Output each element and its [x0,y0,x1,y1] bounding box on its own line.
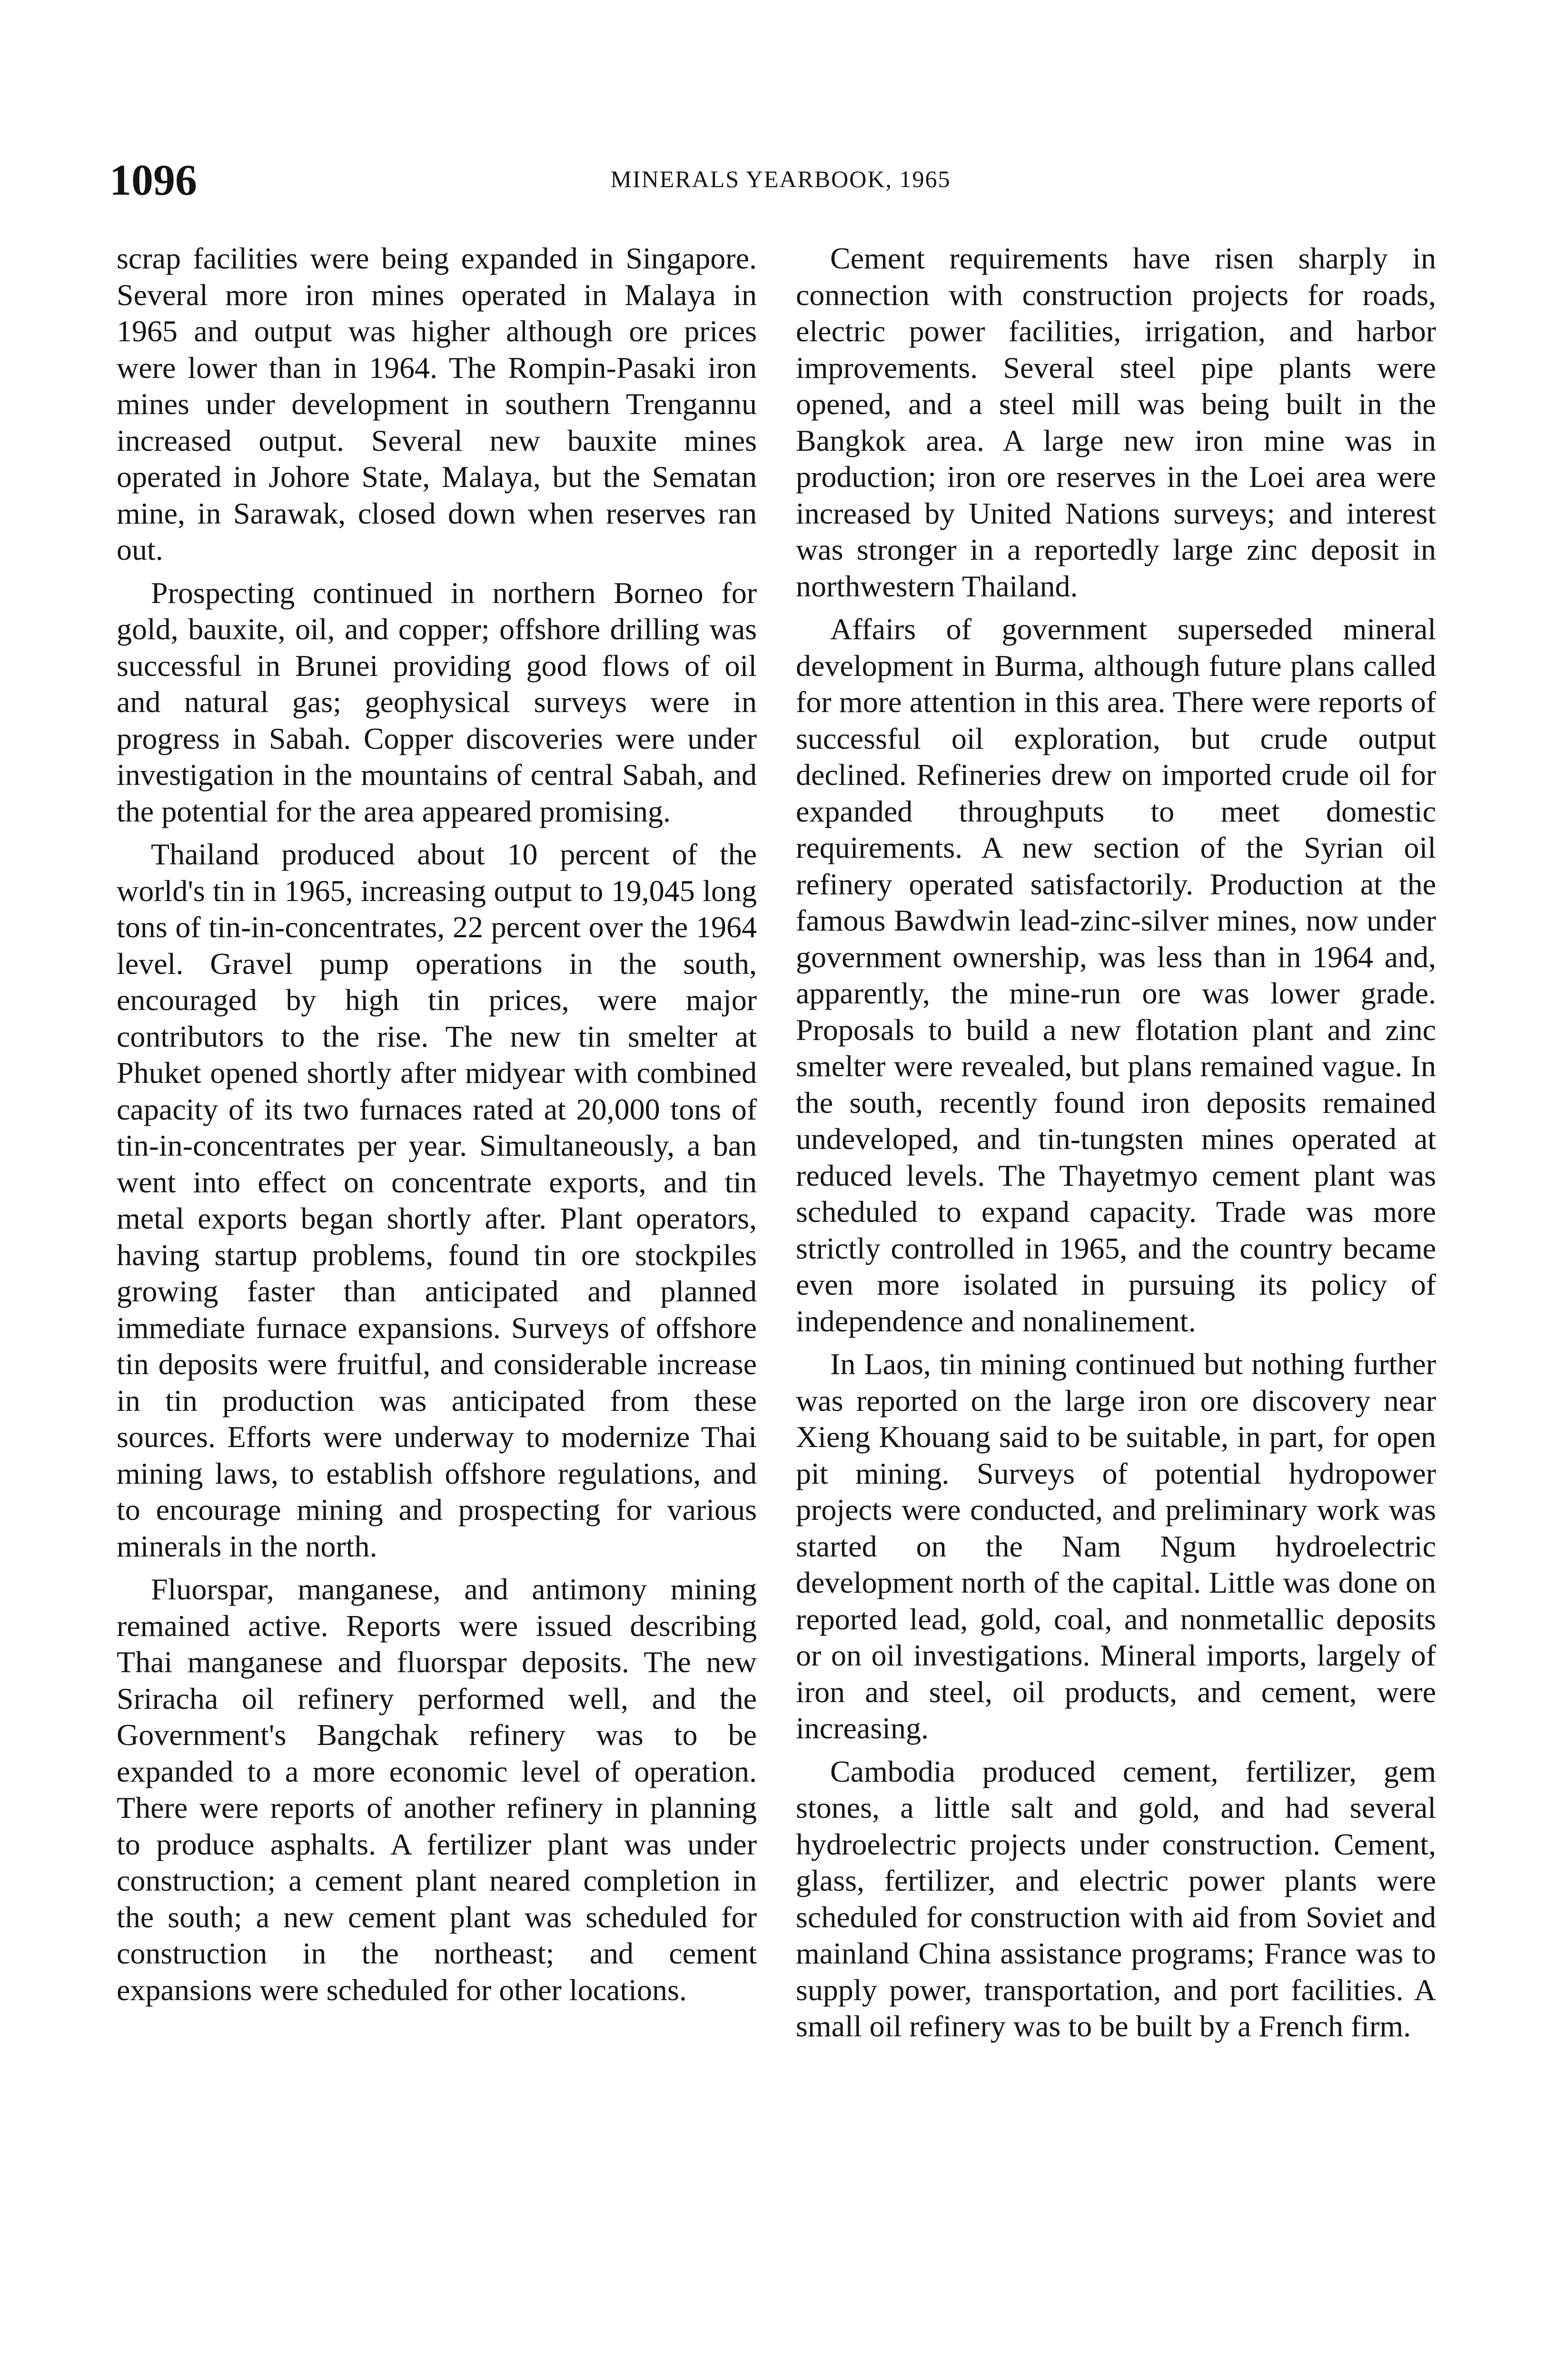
paragraph: In Laos, tin mining continued but nothing further was reported on the large iron ore discovery near Xieng Khouang said to be suitable, in part, for open pit mining. Surveys of potential hydropower projects were conducted, and preliminary work was started on the Nam Ngum hydroelectric development north of the capital. Little was done on reported lead, gold, coal, and nonmetallic deposits or on oil investigations. Mineral imports, largely of iron and steel, oil products, and cement, were increasing. [796,1347,1436,1745]
page-number: 1096 [109,156,197,204]
paragraph: scrap facilities were being expanded in Singapore. Several more iron mines operated in Malaya in 1965 and output was higher although ore prices were lower than in 1964. The Rompin-Pasaki iron mines under development in southern Trengannu increased output. Several new bauxite mines operated in Johore State, Malaya, but the Sematan mine, in Sarawak, closed down when reserves ran out. [117,241,757,566]
right-column [796,240,1436,2052]
paragraph: Thailand produced about 10 percent of the world's tin in 1965, increasing output to 19,045 long tons of tin-in-concentrates, 22 percent over the 1964 level. Gravel pump operations in the south, encouraged by high tin prices, were major contributors to the rise. The new tin smelter at Phuket opened shortly after midyear with combined capacity of its two furnaces rated at 20,000 tons of tin-in-concentrates per year. Simultaneously, a ban went into effect on concentrate exports, and tin metal exports began shortly after. Plant operators, having startup problems, found tin ore stockpiles growing faster than anticipated and planned immediate furnace expansions. Surveys of offshore tin deposits were fruitful, and considerable increase in tin production was anticipated from these sources. Efforts were underway to modernize Thai mining laws, to establish offshore regulations, and to encourage mining and prospecting for various minerals in the north. [117,837,757,1563]
paragraph: Cement requirements have risen sharply in connection with construction projects for roads, electric power facilities, irrigation, and harbor improvements. Several steel pipe plants were opened, and a steel mill was being built in the Bangkok area. A large new iron mine was in production; iron ore reserves in the Loei area were increased by United Nations surveys; and interest was stronger in a reportedly large zinc deposit in northwestern Thailand. [796,241,1436,603]
paragraph: Affairs of government superseded mineral development in Burma, although future plans called for more attention in this area. There were reports of successful oil exploration, but crude output declined. Refineries drew on imported crude oil for expanded throughputs to meet domestic requirements. A new section of the Syrian oil refinery operated satisfactorily. Production at the famous Bawdwin lead-zinc-silver mines, now under government ownership, was less than in 1964 and, apparently, the mine-run ore was lower grade. Proposals to build a new flotation plant and zinc smelter were revealed, but plans remained vague. In the south, recently found iron deposits remained undeveloped, and tin-tungsten mines operated at reduced levels. The Thayetmyo cement plant was scheduled to expand capacity. Trade was more strictly controlled in 1965, and the country became even more isolated in pursuing its policy of independence and nonalinement. [796,612,1436,1338]
page-header [109,151,1452,208]
left-column [117,240,757,2015]
paragraph: Fluorspar, manganese, and antimony mining remained active. Reports were issued describing Thai manganese and fluorspar deposits. The new Sriracha oil refinery performed well, and the Government's Bangchak refinery was to be expanded to a more economic level of operation. There were reports of another refinery in planning to produce asphalts. A fertilizer plant was under construction; a cement plant neared completion in the south; a new cement plant was scheduled for construction in the northeast; and cement expansions were scheduled for other locations. [117,1572,757,2007]
running-title: MINERALS YEARBOOK, 1965 [610,166,951,192]
paragraph: Prospecting continued in northern Borneo for gold, bauxite, oil, and copper; offshore drilling was successful in Brunei providing good flows of oil and natural gas; geophysical surveys were in progress in Sabah. Copper discoveries were under investigation in the mountains of central Sabah, and the potential for the area appeared promising. [117,575,757,828]
paragraph: Cambodia produced cement, fertilizer, gem stones, a little salt and gold, and had several hydroelectric projects under construction. Cement, glass, fertilizer, and electric power plants were scheduled for construction with aid from Soviet and mainland China assistance programs; France was to supply power, transportation, and port facilities. A small oil refinery was to be built by a French firm. [796,1754,1436,2043]
